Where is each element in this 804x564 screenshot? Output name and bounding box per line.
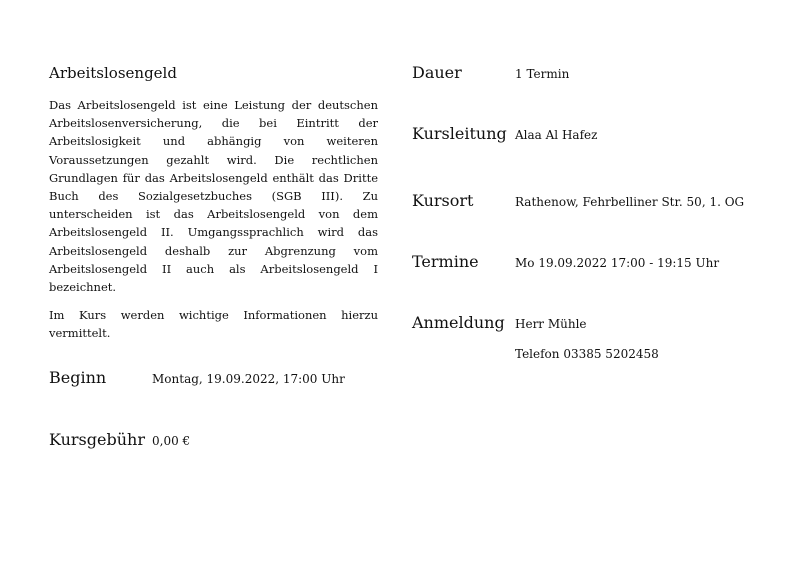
field-termine — [412, 251, 719, 273]
field-label-kursleitung: Kursleitung — [412, 124, 507, 143]
field-value-kursort: Rathenow, Fehrbelliner Str. 50, 1. OG — [515, 195, 745, 209]
field-kursgebuehr — [49, 429, 190, 451]
anmeldung-phone: Telefon 03385 5202458 — [515, 347, 659, 361]
field-dauer — [412, 62, 569, 84]
field-value-termine: Mo 19.09.2022 17:00 - 19:15 Uhr — [515, 256, 720, 270]
course-description-paragraph: Das Arbeitslosengeld ist eine Leistung der deutschen Arbeitslosenversicherung, die bei Eintritt der Arbeitslosigkeit und abhängig von weiteren Voraussetzungen gezahlt wird. Die rechtlichen Grundlagen für das Arbeitslosengeld enthält das Dritte Buch des Sozialgesetzbuches (SGB III). Zu unterscheiden ist das Arbeitslosengeld von dem Arbeitslosengeld II. Umgangssprachlich wird das Arbeitslosengeld deshalb zur Abgrenzung vom Arbeitslosengeld II auch als Arbeitslosengeld I bezeichnet. — [49, 98, 378, 295]
field-value-anmeldung: Herr Mühle — [515, 317, 587, 331]
course-description-section — [49, 62, 378, 353]
course-description-paragraph: Im Kurs werden wichtige Informationen hierzu vermittelt. — [49, 308, 378, 341]
field-label-anmeldung: Anmeldung — [412, 313, 505, 332]
field-beginn — [49, 367, 345, 389]
field-label-kursgebuehr: Kursgebühr — [49, 430, 145, 449]
field-value-dauer: 1 Termin — [515, 67, 570, 81]
field-label-kursort: Kursort — [412, 191, 474, 210]
course-title: Arbeitslosengeld — [49, 64, 177, 82]
field-label-dauer: Dauer — [412, 63, 462, 82]
field-label-beginn: Beginn — [49, 368, 107, 387]
field-label-termine: Termine — [412, 252, 479, 271]
field-kursort — [412, 190, 744, 212]
field-value-kursleitung: Alaa Al Hafez — [515, 128, 598, 142]
field-value-kursgebuehr: 0,00 € — [152, 434, 191, 448]
field-kursleitung — [412, 123, 597, 145]
field-value-beginn: Montag, 19.09.2022, 17:00 Uhr — [152, 372, 345, 386]
field-anmeldung — [412, 312, 587, 334]
